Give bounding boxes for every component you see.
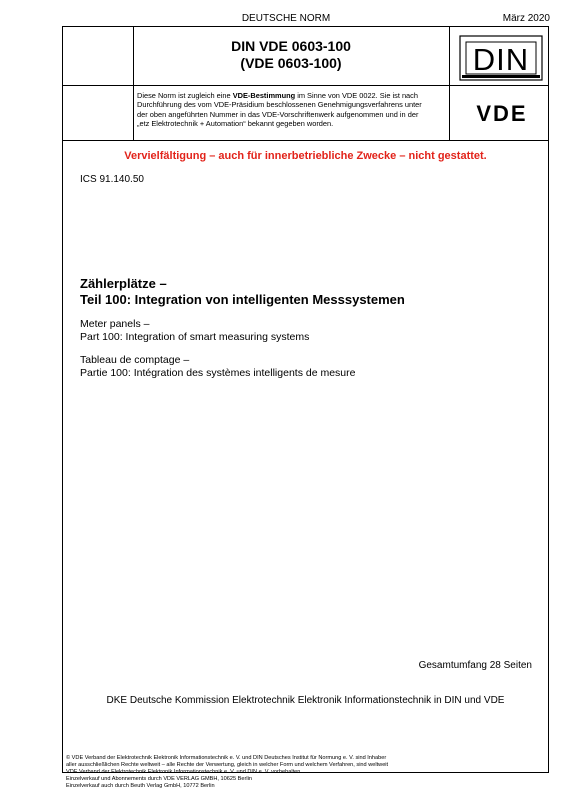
footer-line-5: Einzelverkauf auch durch Beuth Verlag GmbH, 10772 Berlin: [66, 783, 215, 789]
reproduction-warning: Vervielfältigung – auch für innerbetriebliche Zwecke – nicht gestattet.: [124, 150, 487, 162]
title-english: [80, 318, 309, 344]
title-german-line-2: Teil 100: Integration von intelligenten Messsystemen: [80, 292, 405, 307]
document-number: DIN VDE 0603-100: [231, 38, 351, 54]
vde-note-line-4: „etz Elektrotechnik + Automation“ bekannt gegeben worden.: [137, 119, 334, 129]
vde-note-line-3: der oben angeführten Nummer in das VDE-Vorschriftenwerk aufgenommen und in der: [137, 109, 419, 119]
vde-note-line-1: [137, 91, 443, 100]
ics-code: ICS 91.140.50: [80, 174, 144, 185]
vde-bestimmung-emphasis: VDE-Bestimmung: [232, 91, 296, 100]
header-divider: [62, 85, 549, 86]
document-number-block: [133, 38, 449, 72]
footer-line-3: VDE Verband der Elektrotechnik Elektronik Informationstechnik e. V. und DIN e. V. vorbehalten.: [66, 769, 302, 775]
vde-note-line-1-text: Diese Norm ist zugleich eine VDE-Bestimmung im Sinne von VDE 0022. Sie ist nach: [137, 91, 418, 100]
vde-logo-text: VDE: [476, 102, 528, 124]
title-english-line-2: Part 100: Integration of smart measuring systems: [80, 331, 310, 343]
publisher-line: DKE Deutsche Kommission Elektrotechnik Elektronik Informationstechnik in DIN und VDE: [106, 695, 505, 706]
title-french-line-2: Partie 100: Intégration des systèmes intelligents de mesure: [80, 367, 356, 379]
title-german-line-1: Zählerplätze –: [80, 276, 167, 291]
title-german: [80, 276, 405, 308]
right-column-divider: [449, 26, 450, 140]
copyright-footer: [66, 755, 546, 790]
title-french-line-1: Tableau de comptage –: [80, 354, 190, 366]
header-bottom-divider: [62, 140, 549, 141]
vde-logo: [460, 102, 544, 124]
title-english-line-1: Meter panels –: [80, 318, 150, 330]
vde-classification: (VDE 0603-100): [240, 55, 342, 71]
norm-type-header: DEUTSCHE NORM: [241, 13, 331, 24]
vde-note: [137, 91, 443, 129]
din-logo-text: DIN: [472, 42, 530, 77]
title-french: [80, 354, 355, 380]
footer-line-2: aller ausschließlichen Rechte weltweit – alle Rechte der Verwertung, gleich in welcher Form und welchem Verfahren, sind weltweit: [66, 762, 389, 768]
footer-line-1: © VDE Verband der Elektrotechnik Elektronik Informationstechnik e. V. und DIN Deutsches Institut für Normung e. V. sind Inhaber: [66, 755, 387, 761]
publication-date: März 2020: [502, 13, 550, 24]
din-logo: [458, 34, 544, 82]
footer-line-4: Einzelverkauf und Abonnements durch VDE VERLAG GMBH, 10625 Berlin: [66, 776, 252, 782]
total-pages: Gesamtumfang 28 Seiten: [418, 660, 532, 671]
vde-note-line-2: Durchführung des vom VDE-Präsidium beschlossenen Genehmigungsverfahrens unter: [137, 100, 422, 110]
